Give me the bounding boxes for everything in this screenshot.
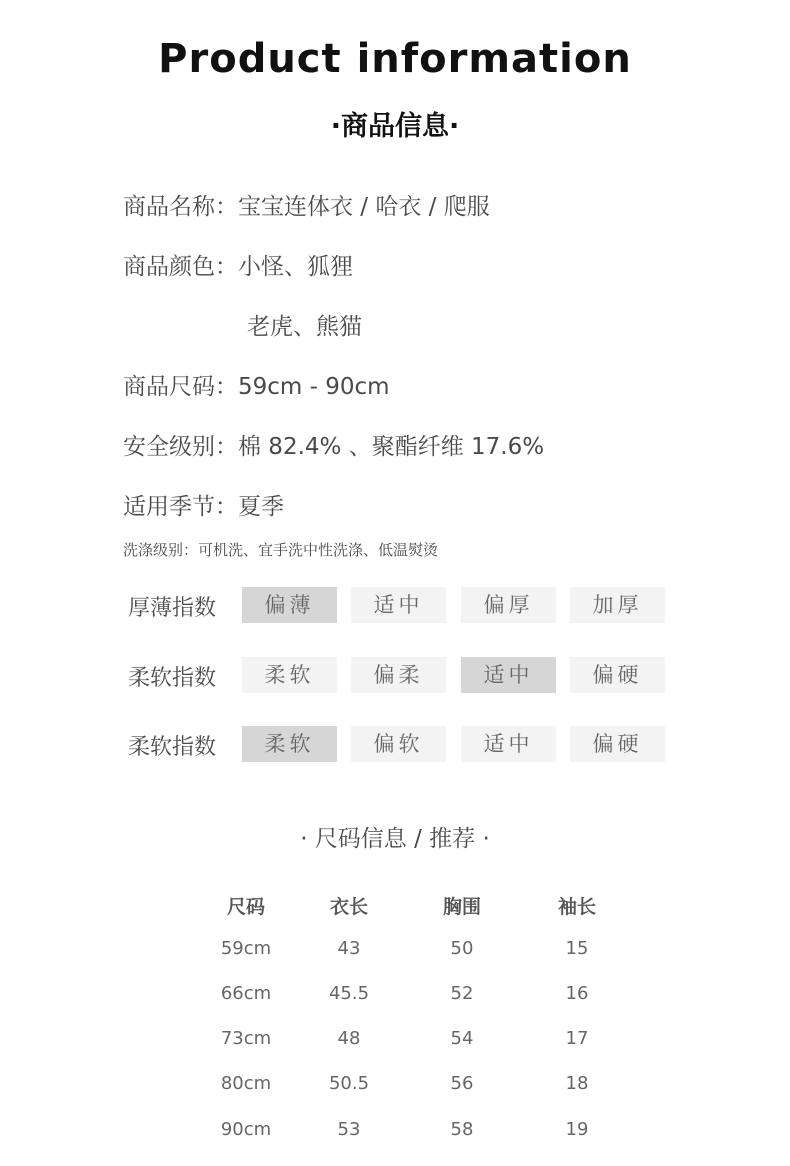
table-cell: 48 bbox=[337, 1028, 361, 1049]
table-cell: 58 bbox=[450, 1119, 474, 1140]
scale-option: 加厚 bbox=[570, 587, 665, 623]
scale-label: 柔软指数 bbox=[128, 735, 217, 760]
table-cell: 50 bbox=[450, 938, 474, 959]
size-section-title: · 尺码信息 / 推荐 · bbox=[300, 826, 490, 852]
table-cell: 80cm bbox=[220, 1073, 272, 1094]
table-header: 衣长 bbox=[329, 896, 368, 918]
table-header: 尺码 bbox=[226, 896, 265, 918]
table-cell: 45.5 bbox=[328, 983, 370, 1004]
table-cell: 90cm bbox=[220, 1119, 272, 1140]
table-cell: 15 bbox=[565, 938, 589, 959]
table-cell: 56 bbox=[450, 1073, 474, 1094]
table-cell: 73cm bbox=[220, 1028, 272, 1049]
scale-option: 柔软 bbox=[242, 726, 337, 762]
scale-label: 厚薄指数 bbox=[128, 596, 217, 621]
scale-option: 柔软 bbox=[242, 657, 337, 693]
info-product-color-cont: 老虎、熊猫 bbox=[247, 314, 362, 340]
info-product-size: 商品尺码：59cm - 90cm bbox=[123, 374, 390, 400]
table-cell: 53 bbox=[337, 1119, 361, 1140]
table-cell: 59cm bbox=[220, 938, 272, 959]
table-cell: 17 bbox=[565, 1028, 589, 1049]
table-header: 胸围 bbox=[442, 896, 481, 918]
info-product-color: 商品颜色：小怪、狐狸 bbox=[123, 254, 353, 280]
scale-option: 偏柔 bbox=[351, 657, 446, 693]
table-cell: 18 bbox=[565, 1073, 589, 1094]
info-product-name: 商品名称：宝宝连体衣 / 哈衣 / 爬服 bbox=[123, 194, 490, 220]
page-subtitle: ·商品信息· bbox=[330, 111, 460, 142]
page-title: Product information bbox=[158, 36, 632, 82]
table-cell: 43 bbox=[337, 938, 361, 959]
info-material: 安全级别：棉 82.4% 、聚酯纤维 17.6% bbox=[123, 434, 545, 460]
table-cell: 16 bbox=[565, 983, 589, 1004]
scale-option: 适中 bbox=[461, 657, 556, 693]
table-header: 袖长 bbox=[557, 896, 596, 918]
scale-option: 偏硬 bbox=[570, 726, 665, 762]
scale-option: 适中 bbox=[461, 726, 556, 762]
scale-option: 偏软 bbox=[351, 726, 446, 762]
info-season: 适用季节：夏季 bbox=[123, 494, 284, 520]
table-cell: 19 bbox=[565, 1119, 589, 1140]
table-cell: 54 bbox=[450, 1028, 474, 1049]
scale-option: 适中 bbox=[351, 587, 446, 623]
scale-option: 偏硬 bbox=[570, 657, 665, 693]
table-cell: 66cm bbox=[220, 983, 272, 1004]
scale-label: 柔软指数 bbox=[128, 666, 217, 691]
scale-option: 偏厚 bbox=[461, 587, 556, 623]
scale-option: 偏薄 bbox=[242, 587, 337, 623]
info-wash: 洗涤级别：可机洗、宜手洗中性洗涤、低温熨烫 bbox=[123, 541, 439, 559]
table-cell: 52 bbox=[450, 983, 474, 1004]
table-cell: 50.5 bbox=[328, 1073, 370, 1094]
